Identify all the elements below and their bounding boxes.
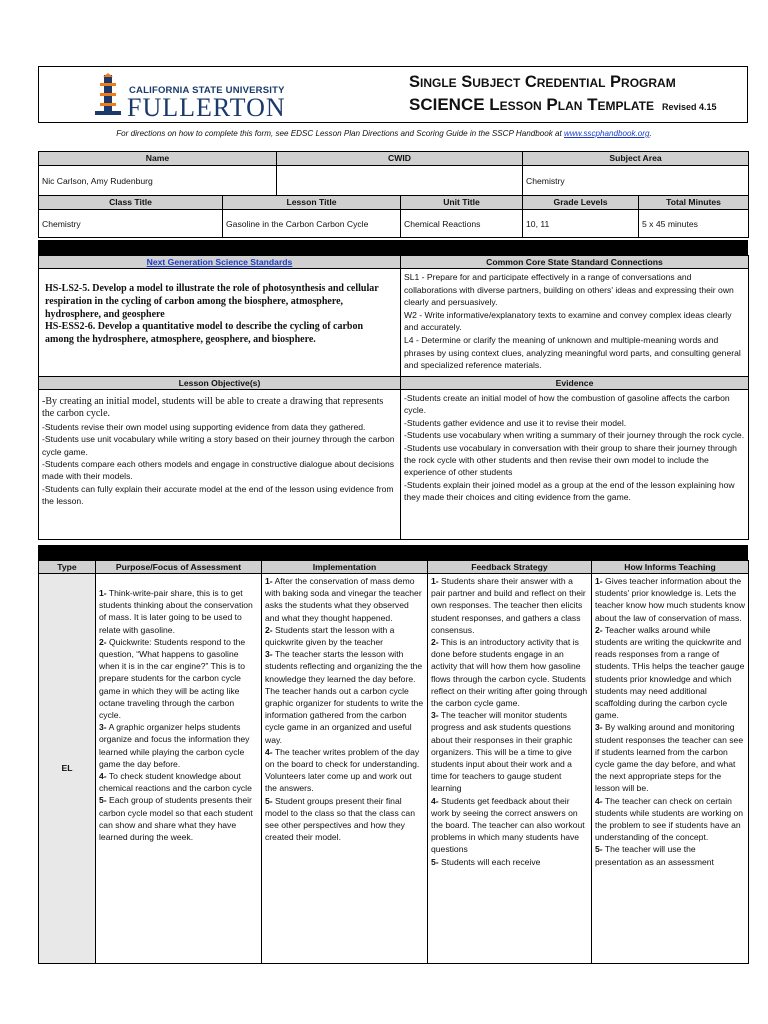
implementation-cell bbox=[262, 574, 428, 964]
purpose-item-text: Quickwrite: Students respond to the question, “What happens to gasoline when it is in the car engine?” This is to prepare students for the carbon cycle game in which they will be acting like octane traveling through the carbon cycle. bbox=[99, 636, 246, 721]
template-title bbox=[409, 95, 717, 115]
informs-item-number: 3- bbox=[595, 722, 603, 733]
informs-item-text: Teacher walks around while students are writing the quickwrite and reads responses from a range of students. THis helps the teacher gauge students prior knowledge and which students may need additional scaffolding during the carbon cycle game. bbox=[595, 624, 745, 721]
class-title-value: Chemistry bbox=[39, 210, 223, 238]
ccss-standard-sl1: SL1 - Prepare for and participate effectively in a range of conversations and collaborations with diverse partners, building on others' ideas and expressing their own clearly and persuasively. bbox=[404, 272, 734, 308]
cwid-header: CWID bbox=[277, 152, 523, 166]
objective-3: -Students use unit vocabulary while writing a story based on their journey through the carbon cycle game. bbox=[42, 434, 395, 457]
informs-item bbox=[595, 575, 745, 624]
total-minutes-value: 5 x 45 minutes bbox=[639, 210, 749, 238]
assessment-table bbox=[38, 560, 749, 964]
purpose-item-text: Think-write-pair share, this is to get students thinking about the conservation of mass. It is later going to be used to relate with gasoline. bbox=[99, 588, 253, 635]
ngss-header bbox=[39, 256, 401, 269]
implementation-item-number: 3- bbox=[265, 649, 273, 660]
revision-label: Revised 4.15 bbox=[661, 102, 717, 112]
objective-1: -By creating an initial model, students will be able to create a drawing that represents the carbon cycle. bbox=[42, 396, 384, 420]
directions-note bbox=[0, 129, 768, 138]
unit-title-header: Unit Title bbox=[401, 196, 523, 210]
informs-item bbox=[595, 721, 745, 794]
purpose-item bbox=[99, 636, 258, 721]
handbook-link[interactable]: www.sscphandbook.org bbox=[564, 129, 650, 138]
evidence-header: Evidence bbox=[401, 377, 749, 390]
implementation-list bbox=[265, 575, 424, 843]
implementation-item bbox=[265, 795, 424, 844]
lesson-info-table bbox=[38, 151, 749, 238]
section-divider bbox=[38, 240, 748, 255]
implementation-item-number: 1- bbox=[265, 576, 273, 586]
evidence-2: -Students gather evidence and use it to revise their model. bbox=[404, 417, 627, 428]
implementation-item-number: 2- bbox=[265, 624, 273, 635]
informs-item-number: 2- bbox=[595, 624, 603, 635]
type-header: Type bbox=[39, 561, 96, 574]
purpose-item-number: 4- bbox=[99, 771, 107, 782]
evidence-list bbox=[401, 390, 749, 540]
feedback-item-text: Students will each receive bbox=[438, 856, 541, 867]
evidence-5: -Students explain their joined model as a group at the end of the lesson explaining how they made their choices and citing evidence from the game. bbox=[404, 479, 735, 503]
purpose-item bbox=[99, 770, 258, 794]
feedback-header: Feedback Strategy bbox=[428, 561, 592, 574]
purpose-list bbox=[99, 587, 258, 843]
objective-2: -Students revise their own model using supporting evidence from data they gathered. bbox=[42, 421, 366, 432]
feedback-item-text: The teacher will monitor students progress and ask students questions about their responses in their graphic organizers. This will be a time to give students input about their work and a time for teachers to gauge student learning bbox=[431, 710, 573, 794]
informs-item bbox=[595, 624, 745, 722]
directions-text: For directions on how to complete this form, see EDSC Lesson Plan Directions and Scoring Guide in the SSCP Handbook at bbox=[116, 129, 565, 138]
name-value: Nic Carlson, Amy Rudenburg bbox=[39, 166, 277, 196]
ccss-standards bbox=[401, 269, 749, 377]
informs-item-number: 5- bbox=[595, 844, 603, 855]
purpose-item-text: Each group of students presents their carbon cycle model so that each student can show and share what they have learned during the week. bbox=[99, 795, 253, 843]
informs-item bbox=[595, 795, 745, 844]
objective-5: -Students can fully explain their accurate model at the end of the lesson using evidence from the lesson. bbox=[42, 483, 394, 507]
evidence-1: -Students create an initial model of how the combustion of gasoline affects the carbon cycle. bbox=[404, 393, 730, 416]
informs-item-number: 4- bbox=[595, 795, 603, 806]
university-logo bbox=[91, 73, 331, 122]
informs-item bbox=[595, 843, 745, 867]
implementation-item-number: 5- bbox=[265, 795, 273, 806]
purpose-item bbox=[99, 794, 258, 843]
implementation-item-text: The teacher writes problem of the day on the board to check for understanding. Volunteers later come up and work out the answers. bbox=[265, 746, 420, 794]
ngss-standard-2: HS-ESS2-6. Develop a quantitative model to describe the cycling of carbon among the hydrosphere, atmosphere, geosphere, and biosphere. bbox=[45, 321, 364, 346]
class-title-header: Class Title bbox=[39, 196, 223, 210]
feedback-item bbox=[431, 709, 588, 794]
grade-levels-header: Grade Levels bbox=[523, 196, 639, 210]
purpose-item-text: A graphic organizer helps students organize and focus the information they learned while playing the carbon cycle game the day before. bbox=[99, 722, 250, 769]
purpose-cell bbox=[96, 574, 262, 964]
implementation-header: Implementation bbox=[262, 561, 428, 574]
implementation-item-text: The teacher starts the lesson with students reflecting and organizing the the knowledge they learned the day before. The teacher hands out a carbon cycle graphic organizer for students to write the information gathered from the carbon cycle game in an organized and useful way. bbox=[265, 649, 424, 745]
purpose-item-number: 5- bbox=[99, 795, 107, 806]
ngss-link[interactable]: Next Generation Science Standards bbox=[146, 257, 293, 267]
name-header: Name bbox=[39, 152, 277, 166]
subject-value: Chemistry bbox=[523, 166, 749, 196]
feedback-item bbox=[431, 575, 588, 636]
informs-item-text: The teacher can check on certain students while students are working on the problem to see if students have an understanding of the concept. bbox=[595, 795, 744, 843]
implementation-item bbox=[265, 575, 424, 624]
total-minutes-header: Total Minutes bbox=[639, 196, 749, 210]
informs-item-text: Gives teacher information about the students' prior knowledge is. Lets the teacher know how much students know about the law of conservation of mass. bbox=[595, 576, 745, 623]
purpose-item-number: 2- bbox=[99, 636, 107, 647]
purpose-header: Purpose/Focus of Assessment bbox=[96, 561, 262, 574]
ngss-standards bbox=[39, 269, 401, 377]
purpose-item bbox=[99, 721, 258, 770]
informs-list bbox=[595, 575, 745, 868]
objectives-header: Lesson Objective(s) bbox=[39, 377, 401, 390]
feedback-item-number: 4- bbox=[431, 795, 439, 806]
lesson-title-header: Lesson Title bbox=[223, 196, 401, 210]
ngss-standard-1: HS-LS2-5. Develop a model to illustrate the role of photosynthesis and cellular respiration in the cycling of carbon among the biosphere, atmosphere, hydrosphere, and geosphere bbox=[45, 283, 379, 320]
purpose-item-number: 3- bbox=[99, 722, 107, 733]
informs-header: How Informs Teaching bbox=[592, 561, 749, 574]
implementation-item-text: Student groups present their final model to the class so that the class can see other perspectives and how they created their model. bbox=[265, 795, 415, 843]
implementation-item bbox=[265, 624, 424, 648]
feedback-item-number: 2- bbox=[431, 637, 439, 648]
feedback-item-number: 3- bbox=[431, 710, 439, 721]
ccss-standard-w2: W2 - Write informative/explanatory texts to examine and convey complex ideas clearly and accurately. bbox=[404, 309, 732, 333]
logo-university-name: FULLERTON bbox=[127, 93, 286, 122]
ccss-standard-l4: L4 - Determine or clarify the meaning of unknown and multiple-meaning words and phrases by using context clues, analyzing meaningful word parts, and consulting general and specialized reference materials. bbox=[404, 334, 741, 371]
unit-title-value: Chemical Reactions bbox=[401, 210, 523, 238]
feedback-item-text: Students get feedback about their work by seeing the correct answers on the board. The teacher can also workout problems in which many students have questions bbox=[431, 795, 585, 855]
implementation-item bbox=[265, 648, 424, 746]
cwid-value bbox=[277, 166, 523, 196]
assessment-type: EL bbox=[39, 574, 96, 964]
informs-cell bbox=[592, 574, 749, 964]
evidence-4: -Students use vocabulary in conversation with their group to share their journey through the rock cycle with other students and then revise their own model to include the experience of other students bbox=[404, 442, 737, 478]
directions-end: . bbox=[649, 129, 652, 138]
grade-levels-value: 10, 11 bbox=[523, 210, 639, 238]
feedback-item-text: Students share their answer with a pair partner and build and reflect on their own responses. The teacher then elicits student responses, and gathers a class consensus. bbox=[431, 576, 586, 635]
purpose-item-text: To check student knowledge about chemical reactions and the carbon cycle bbox=[99, 771, 252, 794]
feedback-item bbox=[431, 636, 588, 709]
evidence-3: -Students use vocabulary when writing a summary of their journey through the rock cycle. bbox=[404, 430, 745, 441]
implementation-item-number: 4- bbox=[265, 746, 273, 757]
section-divider-2 bbox=[38, 545, 748, 560]
program-title: Single Subject Credential Program bbox=[409, 73, 676, 91]
logo-university-line: CALIFORNIA STATE UNIVERSITY bbox=[129, 85, 285, 96]
template-title-text: SCIENCE Lesson Plan Template bbox=[409, 95, 654, 114]
implementation-item-text: After the conservation of mass demo with baking soda and vinegar the teacher asks the students what they observed and what they thought happened. bbox=[265, 576, 422, 623]
subject-header: Subject Area bbox=[523, 152, 749, 166]
implementation-item bbox=[265, 746, 424, 795]
feedback-item-text: This is an introductory activity that is done before students engage in an activity that will how them how gasoline flows through the carbon cycle. Students reflect on their writing after going through the carbon cycle game. bbox=[431, 637, 588, 709]
objective-4: -Students compare each others models and engage in constructive dialogue about decisions made with their models. bbox=[42, 459, 395, 482]
purpose-item bbox=[99, 587, 258, 636]
feedback-item-number: 5- bbox=[431, 856, 439, 867]
feedback-item bbox=[431, 795, 588, 856]
lesson-objectives bbox=[39, 390, 401, 540]
standards-table bbox=[38, 255, 749, 540]
informs-item-text: The teacher will use the presentation as an assessment bbox=[595, 844, 714, 867]
feedback-list bbox=[431, 575, 588, 868]
informs-item-number: 1- bbox=[595, 576, 603, 586]
lesson-title-value: Gasoline in the Carbon Carbon Cycle bbox=[223, 210, 401, 238]
feedback-item-number: 1- bbox=[431, 576, 439, 586]
implementation-item-text: Students start the lesson with a quickwrite given by the teacher bbox=[265, 624, 395, 648]
titan-tower-icon bbox=[91, 73, 125, 117]
purpose-item-number: 1- bbox=[99, 588, 107, 598]
document-header bbox=[38, 66, 748, 123]
informs-item-text: By walking around and monitoring student responses the teacher can see if students learned from the carbon cycle game the day before, and what the next appropriate steps for the lesson will be. bbox=[595, 722, 744, 794]
ccss-header: Common Core State Standard Connections bbox=[401, 256, 749, 269]
feedback-cell bbox=[428, 574, 592, 964]
feedback-item bbox=[431, 856, 588, 868]
